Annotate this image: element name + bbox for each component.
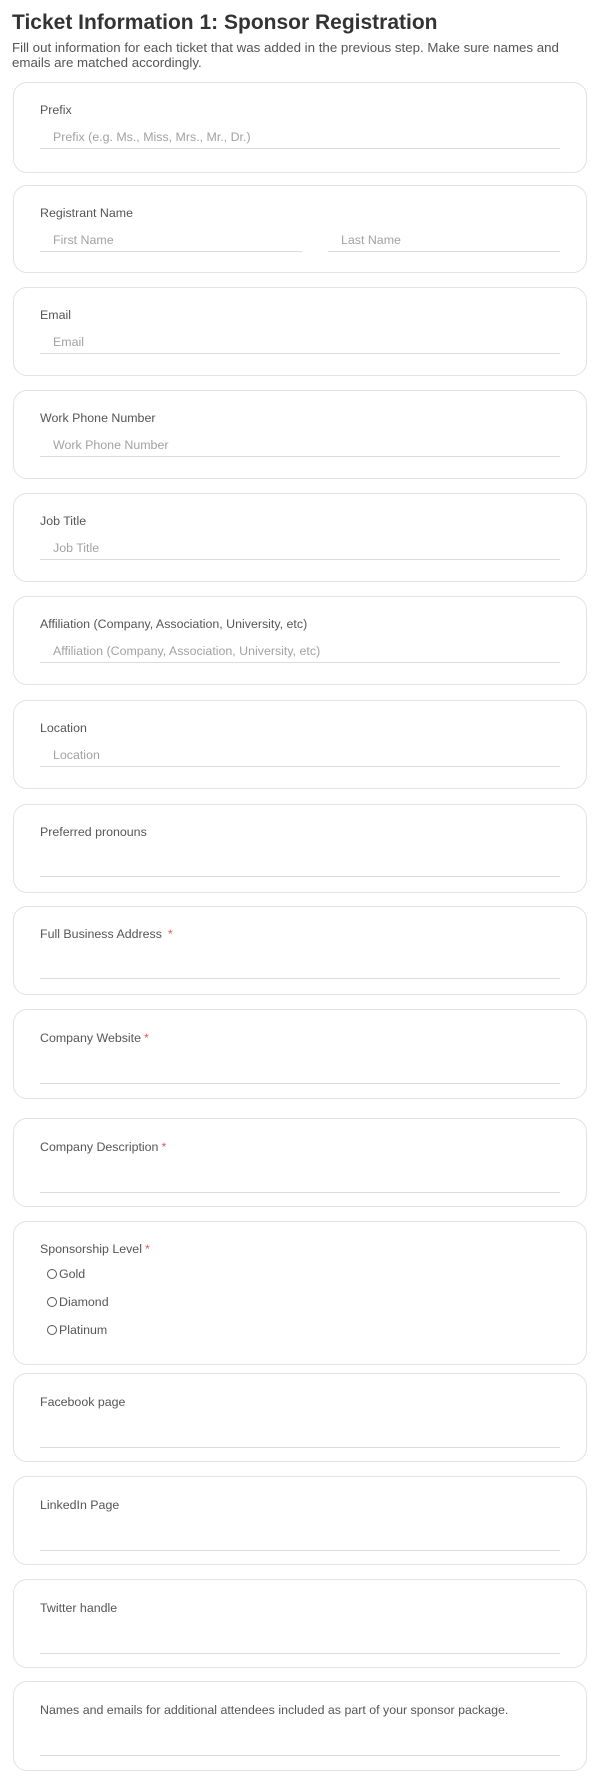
twitter-input[interactable]	[40, 1630, 560, 1654]
email-card	[13, 287, 587, 376]
company-website-input[interactable]	[40, 1060, 560, 1084]
radio-option-diamond[interactable]	[47, 1295, 109, 1309]
affiliation-card	[13, 596, 587, 685]
required-mark: *	[144, 1242, 150, 1256]
business-address-input[interactable]	[40, 955, 560, 979]
radio-icon[interactable]	[47, 1269, 57, 1279]
radio-option-gold[interactable]	[47, 1267, 85, 1281]
company-description-label	[40, 1140, 166, 1154]
prefix-card	[13, 82, 587, 173]
additional-attendees-input[interactable]	[40, 1732, 560, 1756]
company-website-label	[40, 1031, 149, 1045]
company-description-label-text: Company Description	[40, 1140, 159, 1154]
page-title: Ticket Information 1: Sponsor Registration	[12, 11, 438, 34]
sponsorship-level-card	[13, 1221, 587, 1365]
work-phone-input[interactable]	[40, 433, 560, 457]
email-input[interactable]	[40, 330, 560, 354]
facebook-label: Facebook page	[40, 1395, 126, 1409]
job-title-label: Job Title	[40, 514, 87, 528]
job-title-card	[13, 493, 587, 582]
affiliation-input[interactable]	[40, 639, 560, 663]
business-address-card	[13, 906, 587, 995]
radio-option-label: Platinum	[59, 1323, 108, 1337]
required-mark: *	[144, 1031, 149, 1045]
work-phone-card	[13, 390, 587, 479]
location-card	[13, 700, 587, 789]
sponsorship-level-label	[40, 1242, 150, 1256]
sponsorship-level-label-text: Sponsorship Level	[40, 1242, 142, 1256]
radio-icon[interactable]	[47, 1325, 57, 1335]
facebook-card	[13, 1373, 587, 1462]
page-subtitle: Fill out information for each ticket that was added in the previous step. Make sure names and emails are matched accordingly.	[12, 40, 559, 70]
radio-option-platinum[interactable]	[47, 1323, 107, 1337]
prefix-label: Prefix	[40, 103, 72, 117]
radio-icon[interactable]	[47, 1297, 57, 1307]
email-label: Email	[40, 308, 71, 322]
location-label: Location	[40, 721, 87, 735]
pronouns-label: Preferred pronouns	[40, 825, 147, 839]
pronouns-input[interactable]	[40, 853, 560, 877]
business-address-label	[40, 927, 173, 941]
linkedin-card	[13, 1476, 587, 1565]
radio-option-label: Diamond	[59, 1295, 109, 1309]
registrant-name-card	[13, 185, 587, 273]
required-mark: *	[161, 1140, 167, 1154]
location-input[interactable]	[40, 743, 560, 767]
prefix-input[interactable]	[40, 125, 560, 149]
registrant-name-label: Registrant Name	[40, 206, 133, 220]
twitter-label: Twitter handle	[40, 1601, 118, 1615]
additional-attendees-label: Names and emails for additional attendees included as part of your sponsor package.	[40, 1703, 509, 1717]
first-name-input[interactable]	[40, 228, 302, 252]
job-title-input[interactable]	[40, 536, 560, 560]
company-website-card	[13, 1009, 587, 1099]
additional-attendees-card	[13, 1681, 587, 1771]
facebook-input[interactable]	[40, 1424, 560, 1448]
twitter-card	[13, 1579, 587, 1668]
radio-option-label: Gold	[59, 1267, 86, 1281]
pronouns-card	[13, 804, 587, 893]
company-description-input[interactable]	[40, 1169, 560, 1193]
last-name-input[interactable]	[328, 228, 560, 252]
required-mark: *	[167, 927, 173, 941]
company-description-card	[13, 1118, 587, 1207]
company-website-label-text: Company Website	[40, 1031, 142, 1045]
work-phone-label: Work Phone Number	[40, 411, 156, 425]
affiliation-label: Affiliation (Company, Association, University, etc)	[40, 617, 308, 631]
linkedin-label: LinkedIn Page	[40, 1498, 120, 1512]
business-address-label-text: Full Business Address	[40, 927, 162, 941]
linkedin-input[interactable]	[40, 1527, 560, 1551]
